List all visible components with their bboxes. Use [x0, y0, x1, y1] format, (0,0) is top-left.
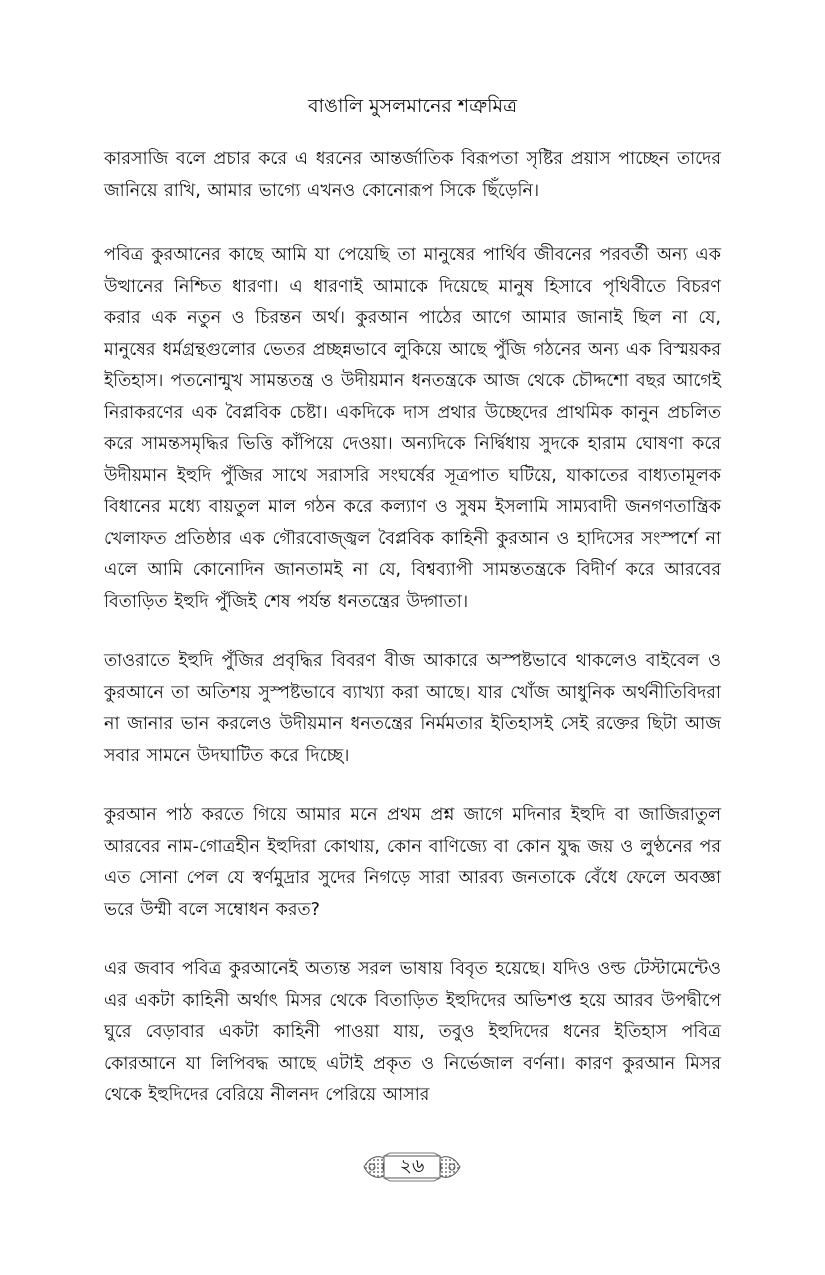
paragraph: তাওরাতে ইহুদি পুঁজির প্রবৃদ্ধির বিবরণ বীজ আকারে অস্পষ্টভাবে থাকলেও বাইবেল ও কুরআনে তা অতিশয় সুস্পষ্টভাবে ব্যাখ্যা করা আছে। যার খোঁজ আধুনিক অর্থনীতিবিদরা না জানার ভান করলেও উদীয়মান ধনতন্ত্রের নির্মমতার ইতিহাসই সেই রক্তের ছিটা আজ সবার সামনে উদঘাটিত করে দিচ্ছে। [104, 651, 721, 766]
page-folio [0, 1148, 825, 1188]
body-text [104, 144, 721, 1140]
page-number: ২৬ [399, 1155, 425, 1177]
paragraph: পবিত্র কুরআনের কাছে আমি যা পেয়েছি তা মানুষের পার্থিব জীবনের পরবর্তী অন্য এক উত্থানের নিশ্চিত ধারণা। এ ধারণাই আমাকে দিয়েছে মানুষ হিসাবে পৃথিবীতে বিচরণ করার এক নতুন ও চিরন্তন অর্থ। কুরআন পাঠের আগে আমার জানাই ছিল না যে, মানুষের ধর্মগ্রন্থগুলোর ভেতর প্রচ্ছন্নভাবে লুকিয়ে আছে পুঁজি গঠনের অন্য এক বিস্ময়কর ইতিহাস। পতনোন্মুখ সামন্ততন্ত্র ও উদীয়মান ধনতন্ত্রকে আজ থেকে চৌদ্দশো বছর আগেই নিরাকরণের এক বৈপ্লবিক চেষ্টা। একদিকে দাস প্রথার উচ্ছেদের প্রাথমিক কানুন প্রচলিত করে সামন্তসমৃদ্ধির ভিত্তি কাঁপিয়ে দেওয়া। অন্যদিকে নির্দ্বিধায় সুদকে হারাম ঘোষণা করে উদীয়মান ইহুদি পুঁজির সাথে সরাসরি সংঘর্ষের সূত্রপাত ঘটিয়ে, যাকাতের বাধ্যতামূলক বিধানের মধ্যে বায়তুল মাল গঠন করে কল্যাণ ও সুষম ইসলামি সাম্যবাদী জনগণতান্ত্রিক খেলাফত প্রতিষ্ঠার এক গৌরবোজ্জ্বল বৈপ্লবিক কাহিনী কুরআন ও হাদিসের সংস্পর্শে না এলে আমি কোনোদিন জানতামই না যে, বিশ্বব্যাপী সামন্ততন্ত্রকে বিদীর্ণ করে আরবের বিতাড়িত ইহুদি পুঁজিই শেষ পর্যন্ত ধনতন্ত্রের উদ্গাতা। [104, 245, 721, 612]
running-head-title: বাঙালি মুসলমানের শত্রুমিত্র [307, 95, 518, 117]
paragraph: কুরআন পাঠ করতে গিয়ে আমার মনে প্রথম প্রশ্ন জাগে মদিনার ইহুদি বা জাজিরাতুল আরবের নাম-গোত্রহীন ইহুদিরা কোথায়, কোন বাণিজ্যে বা কোন যুদ্ধ জয় ও লুণ্ঠনের পর এত সোনা পেল যে স্বর্ণমুদ্রার সুদের নিগড়ে সারা আরব্য জনতাকে বেঁধে ফেলে অবজ্ঞা ভরে উম্মী বলে সম্বোধন করত? [104, 805, 721, 920]
paragraph: কারসাজি বলে প্রচার করে এ ধরনের আন্তর্জাতিক বিরূপতা সৃষ্টির প্রয়াস পাচ্ছেন তাদের জানিয়ে রাখি, আমার ভাগ্যে এখনও কোনোরূপ সিকে ছিঁড়েনি। [104, 149, 721, 201]
paragraph: এর জবাব পবিত্র কুরআনেই অত্যন্ত সরল ভাষায় বিবৃত হয়েছে। যদিও ওল্ড টেস্টামেন্টেও এর একটা কাহিনী অর্থাৎ মিসর থেকে বিতাড়িত ইহুদিদের অভিশপ্ত হয়ে আরব উপদ্বীপে ঘুরে বেড়াবার একটা কাহিনী পাওয়া যায়, তবুও ইহুদিদের ধনের ইতিহাস পবিত্র কোরআনে যা লিপিবদ্ধ আছে এটাই প্রকৃত ও নির্ভেজাল বর্ণনা। কারণ কুরআন মিসর থেকে ইহুদিদের বেরিয়ে নীলনদ পেরিয়ে আসার [104, 959, 721, 1105]
